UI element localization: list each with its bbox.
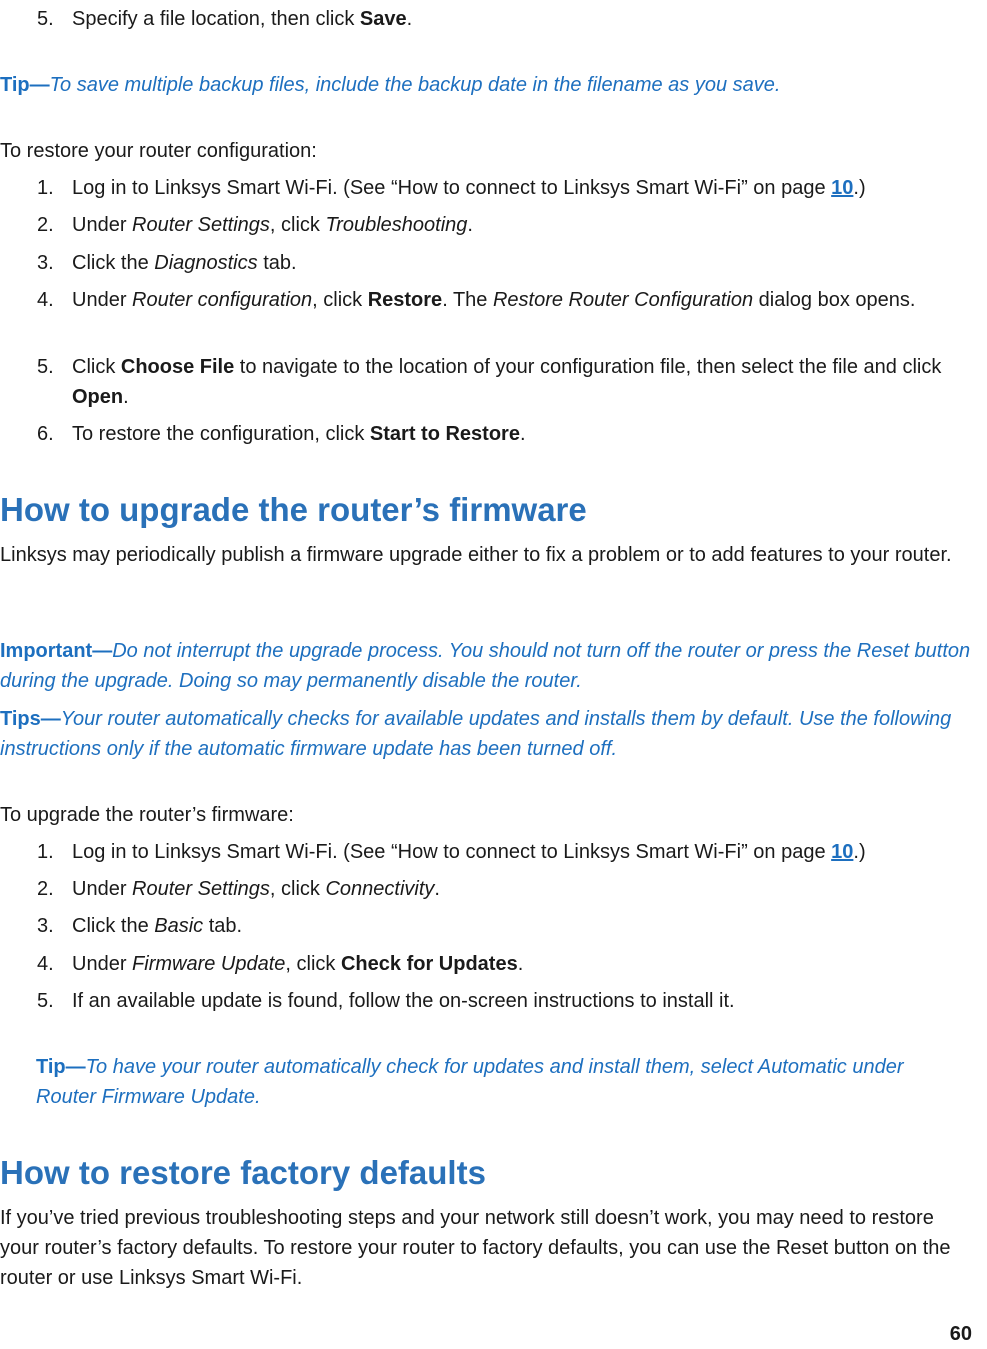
section-heading: How to upgrade the router’s firmware [0,491,587,528]
tip-lead: Tip— [36,1056,86,1078]
important-note [0,636,972,696]
section-heading: How to restore factory defaults [0,1154,486,1191]
paragraph: If you’ve tried previous troubleshooting steps and your network still doesn’t work, you may need to restore your router’s factory defaults. To restore your router to factory defaults, you can use the Reset button on the router or use Linksys Smart Wi-Fi. [0,1207,951,1289]
tip-note [36,1052,946,1112]
page-link[interactable]: 10 [831,841,854,863]
tips-note [0,704,972,764]
list-number: 5. [37,8,54,30]
tip-body: To have your router automatically check for updates and install them, select Automatic under Router Firmware Update. [36,1056,904,1108]
tip-lead: Tip— [0,74,50,96]
page-link[interactable]: 10 [831,177,854,199]
tips-body: Your router automatically checks for available updates and installs them by default. Use the following instructions only if the automatic firmware update has been turned off. [0,708,952,760]
list-text: Specify a file location, then click Save. [72,8,413,30]
important-body: Do not interrupt the upgrade process. You should not turn off the router or press the Reset button during the upgrade. Doing so may permanently disable the router. [0,640,971,692]
page-number: 60 [949,1323,972,1345]
intro-text: To restore your router configuration: [0,140,317,162]
manual-page: 5. Specify a file location, then click Save. Tip—To save multiple backup files, include the backup date in the filename as you save. To restore your router configuration: 1. Log in to Linksys Smart Wi-Fi. (See “How to connect to Linksys Smart Wi-Fi” on page 10.) 2. Under Router Settings, click Troubleshooting. 3. Click the Diagnostics tab. 4. Under Router configuration, click Restore. The Restore Router Configuration dialog box opens. 5. Click Choose File to navigate to the location of your configuration file, then select the file and click Open. 6. To restore the configuration, click Start to Restore. How to upgrade the router’s firmware Linksys may periodically publish a firmware upgrade either to fix a problem or to add features to your router. Important—Do not interrupt the upgrade process. You should not turn off the router or press the Reset button during the upgrade. Doing so may permanently disable the router. Tips—Your router automatically checks for available updates and installs them by default. Use the following instructions only if the automatic firmware update has been turned off. To upgrade the router’s firmware: 1. Log in to Linksys Smart Wi-Fi. (See “How to connect to Linksys Smart Wi-Fi” on page 10.) 2. Under Router Settings, click Connectivity. 3. Click the Basic tab. 4. Under Firmware Update, click Check for Updates. 5. If an available update is found, follow the on-screen instructions to install it. Tip—To have your router automatically check for updates and install them, select Automatic under Router Firmware Update. How to restore factory defaults If you’ve tried previous troubleshooting steps and your network still doesn’t work, you may need to restore your router’s factory defaults. To restore your router to factory defaults, you can use the Reset button on the router or use Linksys Smart Wi-Fi. 60 [0,0,987,1347]
tips-lead: Tips— [0,708,61,730]
intro-text: To upgrade the router’s firmware: [0,804,294,826]
tip-note [0,70,972,100]
ui-term-bold: Save [359,8,407,30]
paragraph: Linksys may periodically publish a firmware upgrade either to fix a problem or to add features to your router. [0,544,952,566]
tip-body: To save multiple backup files, include the backup date in the filename as you save. [49,74,781,96]
important-lead: Important— [0,640,113,662]
